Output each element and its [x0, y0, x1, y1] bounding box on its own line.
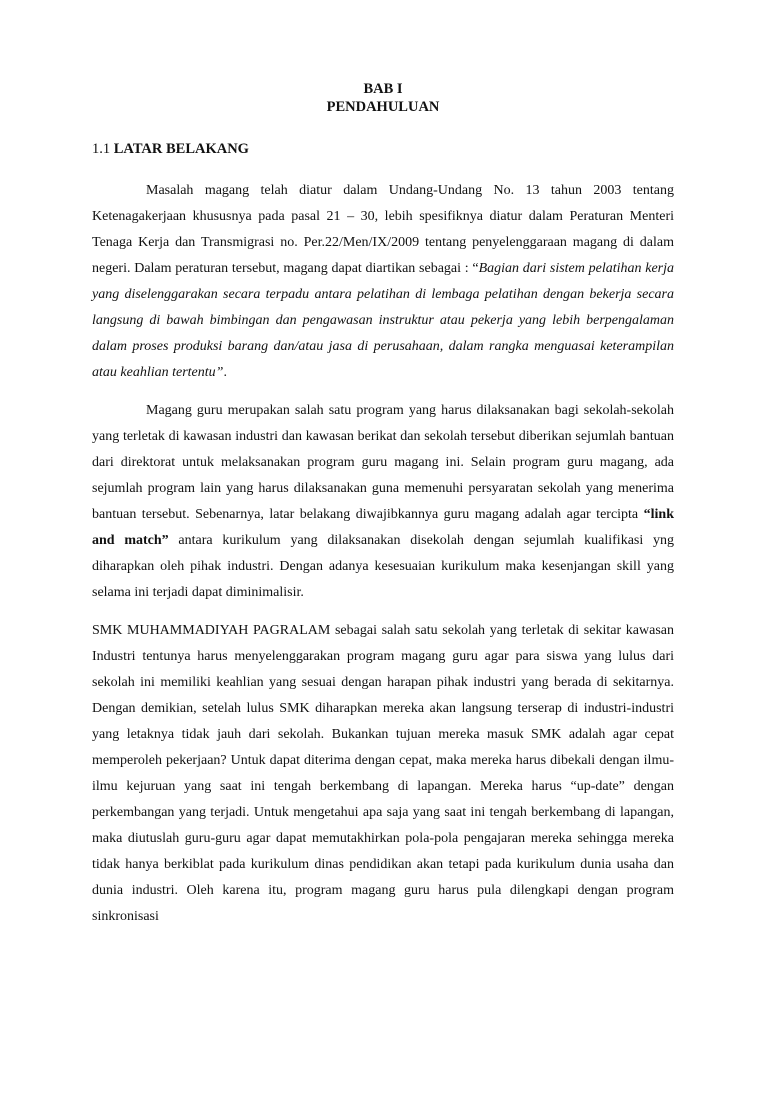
section-title: LATAR BELAKANG [113, 141, 249, 157]
paragraph-3: SMK MUHAMMADIYAH PAGRALAM sebagai salah satu sekolah yang terletak di sekitar kawasan Industri tentunya harus menyelenggarakan program magang guru agar para siswa yang lulus dari sekolah ini memiliki keahlian yang sesuai dengan harapan pihak industri yang berada di sekitarnya. Dengan demikian, setelah lulus SMK diharapkan mereka akan langsung terserap di industri-industri yang letaknya tidak jauh dari sekolah. Bukankan tujuan mereka masuk SMK adalah agar cepat memperoleh pekerjaan? Untuk dapat diterima dengan cepat, maka mereka harus dibekali dengan ilmu-ilmu kejuruan yang saat ini tengah berkembang di lapangan. Mereka harus “up-date” dengan perkembangan yang terjadi. Untuk mengetahui apa saja yang saat ini tengah berkembang di lapangan, maka diutuslah guru-guru agar dapat memutakhirkan pola-pola pengajaran mereka sehingga mereka tidak hanya berkiblat pada kurikulum dinas pendidikan akan tetapi pada kurikulum dunia usaha dan dunia industri. Oleh karena itu, program magang guru harus pula dilengkapi dengan program sinkronisasi [92, 623, 674, 924]
section-number: 1.1 [92, 141, 111, 157]
paragraph-1-quote: Bagian dari sistem pelatihan kerja yang diselenggarakan secara terpadu antara pelatihan di lembaga pelatihan dengan bekerja secara langsung di bawah bimbingan dan pengawasan instruktur atau pekerja yang lebih berpengalaman dalam proses produksi barang dan/atau jasa di perusahaan, dalam rangka menguasai keterampilan atau keahlian tertentu” [92, 261, 674, 380]
document-page [0, 80, 768, 1104]
chapter-number: BAB I [363, 81, 403, 97]
chapter-title: PENDAHULUAN [326, 99, 440, 115]
paragraph-1-end: . [223, 365, 227, 380]
paragraph-2-text: Magang guru merupakan salah satu program yang harus dilaksanakan bagi sekolah-sekolah yang terletak di kawasan industri dan kawasan berikat dan sekolah tersebut diberikan sejumlah bantuan dari direktorat untuk melaksanakan program guru magang ini. Selain program guru magang, ada sejumlah program lain yang harus dilaksanakan guna memenuhi persyaratan sekolah yang menerima bantuan tersebut. Sebenarnya, latar belakang diwajibkannya guru magang adalah agar tercipta [92, 403, 674, 522]
paragraph-1-text: Masalah magang telah diatur dalam Undang-Undang No. 13 tahun 2003 tentang Ketenagakerjaan khususnya pada pasal 21 – 30, lebih spesifiknya diatur dalam Peraturan Menteri Tenaga Kerja dan Transmigrasi no. Per.22/Men/IX/2009 tentang penyelenggaraan magang di dalam negeri. Dalam peraturan tersebut, magang dapat diartikan sebagai : “ [92, 183, 674, 276]
paragraph-1 [92, 178, 674, 386]
paragraph-2-end: antara kurikulum yang dilaksanakan disekolah dengan sejumlah kualifikasi yng diharapkan oleh pihak industri. Dengan adanya kesesuaian kurikulum maka kesenjangan skill yang selama ini terjadi dapat diminimalisir. [92, 533, 674, 600]
link-and-match-phrase: “link and match” [92, 507, 674, 548]
paragraph-2 [92, 398, 674, 606]
section-heading [92, 140, 674, 158]
